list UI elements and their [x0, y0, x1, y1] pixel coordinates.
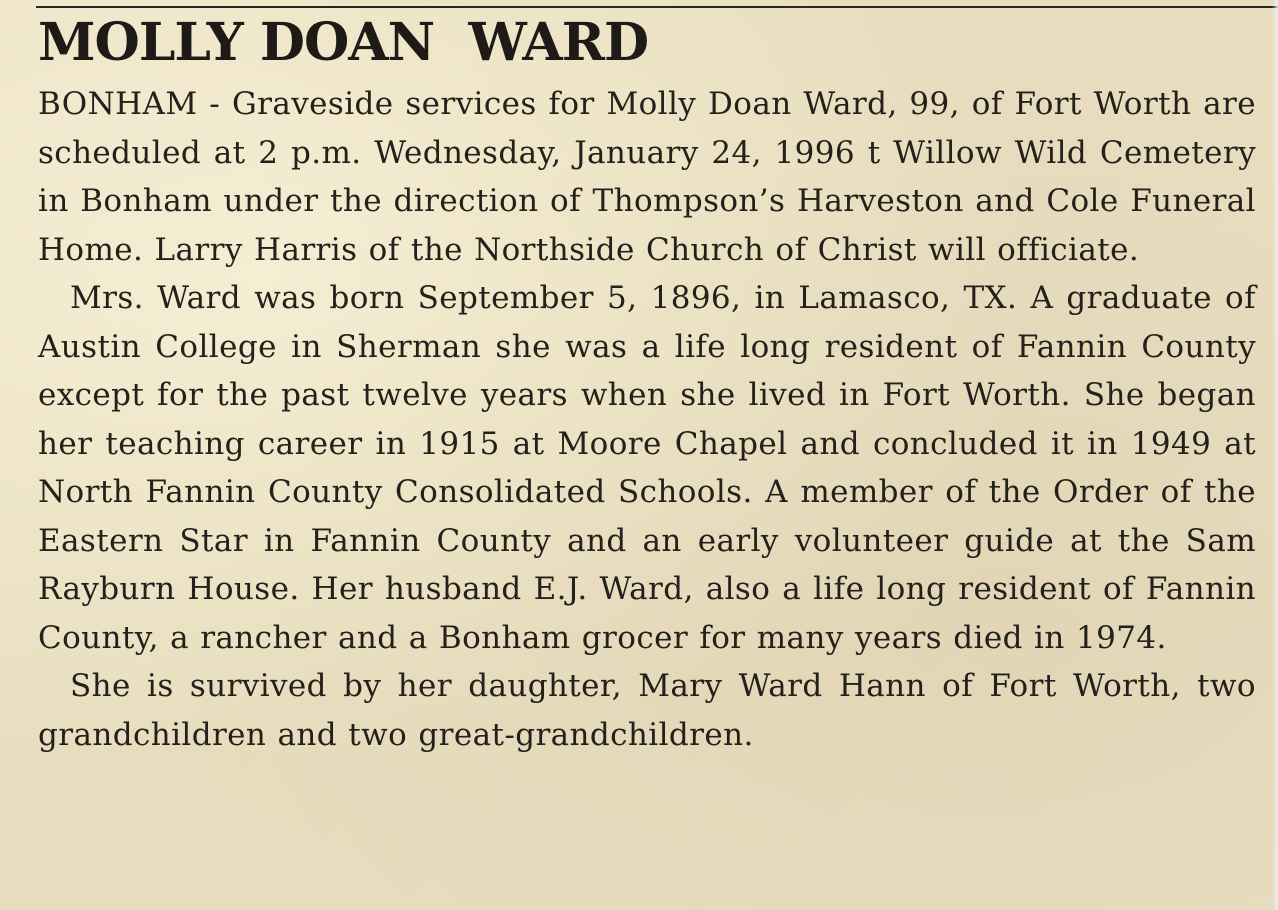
paragraph-survivors: She is survived by her daughter, Mary Ward Hann of Fort Worth, two grandchildren and two great-grandchildren. [38, 668, 1256, 753]
obituary-body [38, 80, 1256, 759]
paragraph-services: BONHAM - Graveside services for Molly Doan Ward, 99, of Fort Worth are scheduled at 2 p.m. Wednesday, January 24, 1996 t Willow Wild Cemetery in Bonham under the direction of Thompson’s Harveston and Cole Funeral Home. Larry Harris of the Northside Church of Christ will officiate. [38, 86, 1256, 268]
obituary-headline: MOLLY DOAN WARD [38, 12, 649, 73]
scan-edge [1272, 0, 1278, 910]
top-rule-divider [36, 6, 1278, 8]
paragraph-biography: Mrs. Ward was born September 5, 1896, in Lamasco, TX. A graduate of Austin College in Sherman she was a life long resident of Fannin County except for the past twelve years when she lived in Fort Worth. She began her teaching career in 1915 at Moore Chapel and concluded it in 1949 at North Fannin County Consolidated Schools. A member of the Order of the Eastern Star in Fannin County and an early volunteer guide at the Sam Rayburn House. Her husband E.J. Ward, also a life long resident of Fannin County, a rancher and a Bonham grocer for many years died in 1974. [38, 280, 1256, 656]
